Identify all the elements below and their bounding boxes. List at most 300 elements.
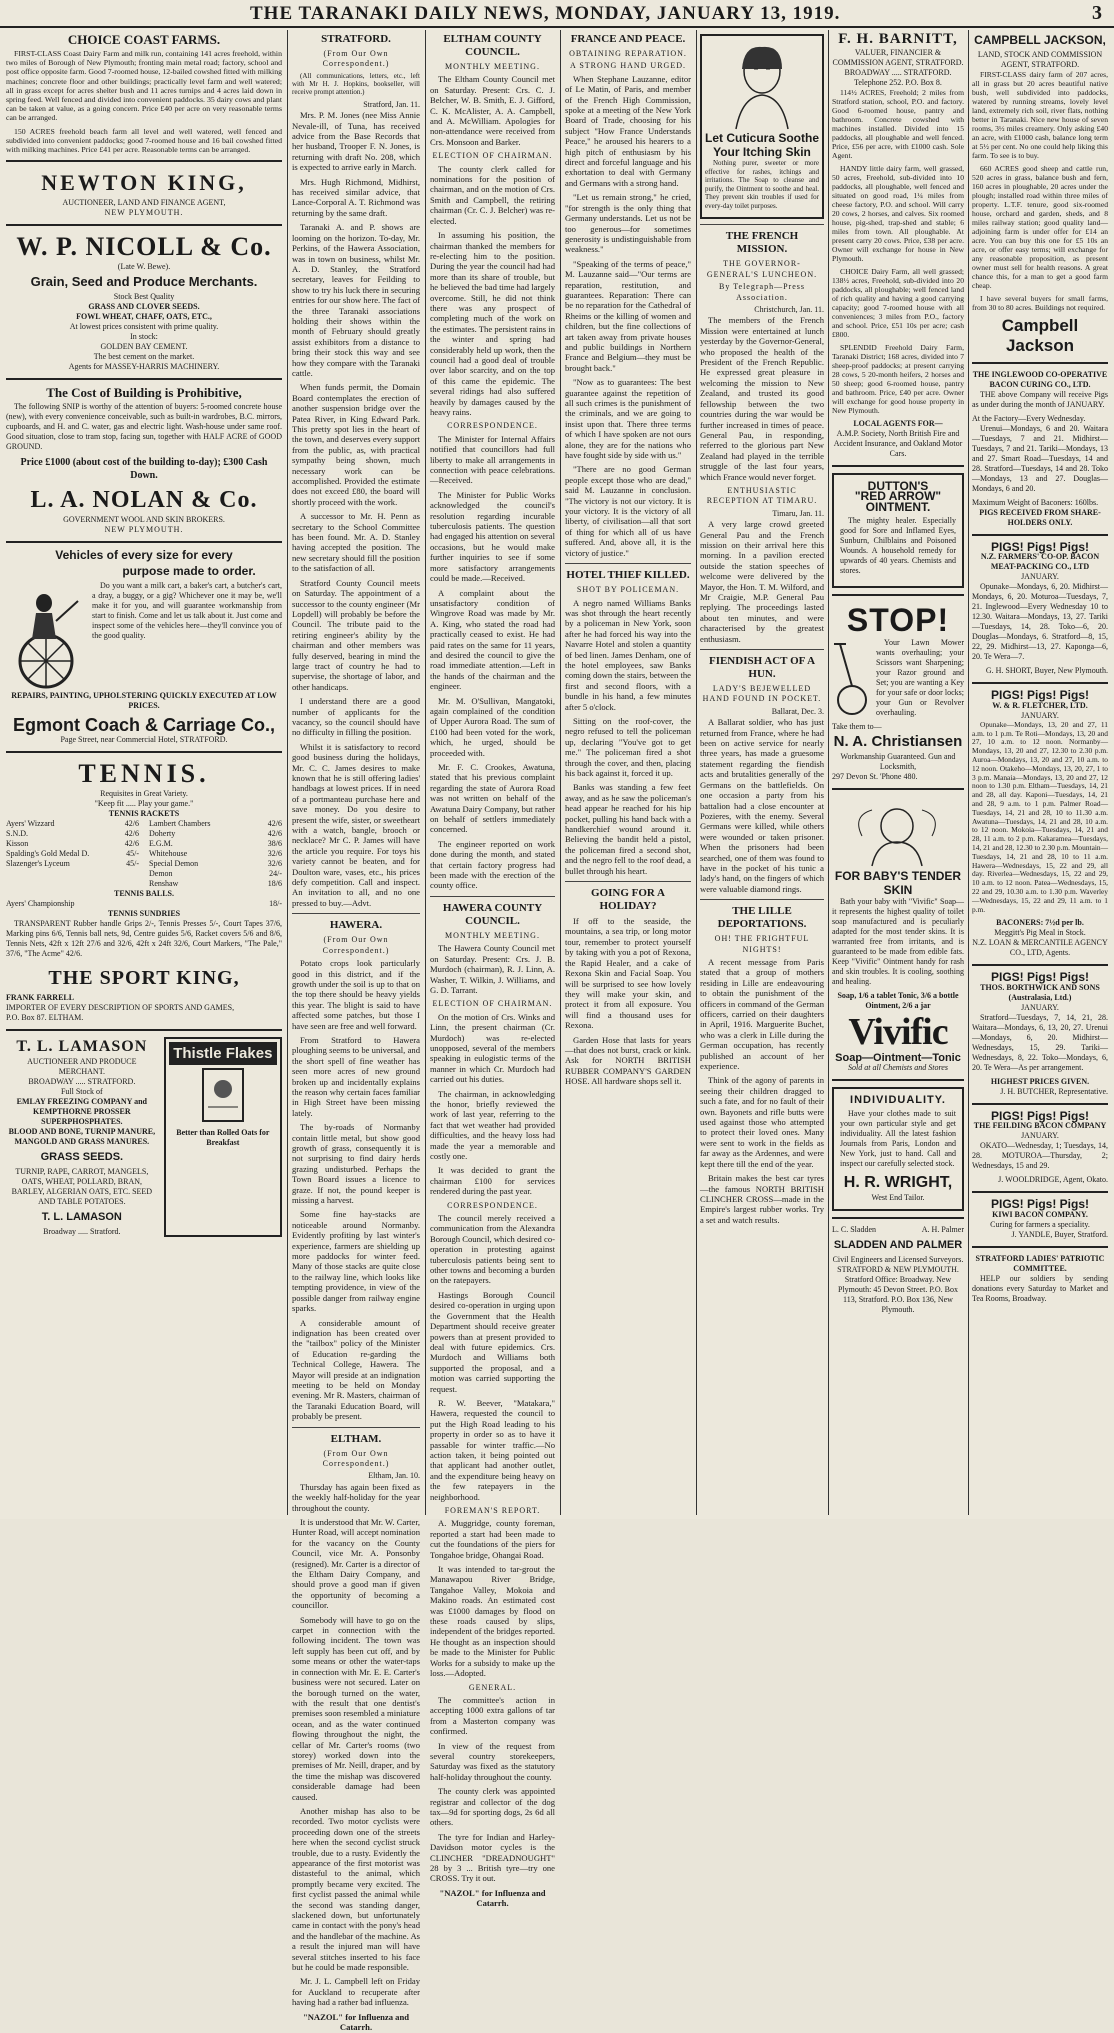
borthwick-month: JANUARY. — [1021, 1002, 1059, 1012]
stratford-date: Stratford, Jan. 11. — [363, 99, 420, 109]
cart-illustration-icon — [6, 581, 86, 691]
individuality-text: Have your clothes made to suit your own particular style and get individuality. All the latest fashion Journals from Paris, London and New York, just to hand. Call and inspect our carefully selected stock. — [840, 1109, 956, 1169]
dutton-sub: "RED ARROW" — [854, 489, 942, 504]
hawera-paragraph: Potato crops look particularly good in this district, and if the growth under the soil is up to that on the top there should be heavy yields this year. The blight is said to have affected some patches, but those I have seen are free and well forward. — [292, 958, 420, 1031]
peace-paragraph: "Now as to guarantees: The best guarantee against the repetition of all such crimes is the punishment of the criminals, and we are going to insist upon that. There three terms of which I have spoken are not ours alone, they are for the nations who have fought side by side with us." — [565, 377, 691, 461]
nazol-ad: "NAZOL" for Influenza and Catarrh. — [439, 1887, 546, 1909]
masthead — [0, 0, 1114, 28]
jackson-listing: FIRST-CLASS dairy farm of 207 acres, all in grass but 20 acres beautiful native bush, well subdivided into paddocks, watered by running streams, lovely level land, extremely rich soil, river flats, nothing better in Taranaki. Nice new house of seven rooms, 3½ miles creamery. Only asking £40 an acre, with £1000 cash, balance long term at 5½ per cent. No one could help liking this farm. To see is to buy. — [972, 70, 1108, 160]
farms-text-2: 150 ACRES freehold beach farm all level and well watered, well fenced and subdivided into convenient paddocks; good 7-roomed house and 16 bail cowshed fitted with milking machines. Price £41 per acre. Reasonable terms can be arranged. — [6, 126, 282, 155]
jackson-listing: 660 ACRES good sheep and cattle run, 520 acres in grass, balance bush and fern, 160 acres in ploughable, 20 acres under the plough; installed road within three miles of property. L.T.F. tenure, good six-roomed house, orchard and garden, sheds, and 8 miles railway station; good quality land—adjoining farm is under offer for £14 an acre. You can buy this one for £5 10s an acre, or offer easy terms; will exchange for any reasonable proposition, as present owner must sell for health reasons. A great chance this, for a man to get a good farm cheap. — [972, 164, 1108, 290]
hawera-paragraph: A considerable amount of indignation has been created over the "tailbox" policy of the Minister of Education re-garding the Technical College, Hawera. The Mayor will preside at an indignation meeting to be held on Monday evening. Mr R. Masters, chairman of the Taranaki Education Board, will probably be present. — [292, 1317, 420, 1422]
thistle-flakes-ad — [164, 1037, 282, 1237]
divider — [6, 1029, 282, 1031]
peace-paragraph: "Let us remain strong," he cried, "for strength is the only thing that Germany understands. Let us not be too generous—for sometimes generosity is undistinguishable from weakness." — [565, 192, 691, 255]
dutton-text: The mighty healer. Especially good for Sore and Inflamed Eyes, Sunburn, Chilblains and Poisoned Wounds. A household remedy for upwards of 40 years. Chemists and stores. — [840, 516, 956, 576]
tennis-ball-row — [6, 899, 282, 909]
eltham-council-heading: ELTHAM COUNTY COUNCIL. — [443, 33, 542, 58]
council-paragraph: Mr. M. O'Sullivan, Mangatoki, again complained of the condition of Upper Aurora Road. The sum of £100 had been voted for the work, which, he urged, should be proceeded with. — [430, 695, 555, 758]
stratford-paragraph: Mrs. P. M. Jones (nee Miss Annie Nevale-ill, of Tuna, has received advice from the Base Records that her husband, Trooper F. N. Jones, is returning with draft No. 208, which is expected to arrive early in March. — [292, 110, 420, 173]
column-ads-left — [6, 30, 282, 1515]
inglewood-schedule: Urenui—Mondays, 6 and 20. Waitara—Tuesdays, 7 and 21. Midhirst—Tuesdays, 7 and 21. Tariki—Mondays, 13 and 27. Smart Road—Tuesdays, 14 and 28. Stratford—Tuesdays, 14 and 28. Toko—Mondays, 13 and 27. Douglas—Mondays, 6 and 20. — [972, 424, 1108, 493]
timaru-heading: ENTHUSIASTIC RECEPTION AT TIMARU. — [706, 485, 818, 506]
nolan-sub: GOVERNMENT WOOL AND SKIN BROKERS. — [63, 515, 225, 525]
baby-illustration-icon — [832, 796, 962, 866]
tennis-racket-price: 42/6 — [124, 829, 139, 839]
nz-farmers-buyer: G. H. SHORT, Buyer, New Plymouth. — [985, 666, 1108, 676]
hcc-paragraph: In view of the request from several country storekeepers, Saturday was fixed as the statutory half-holiday throughout the county. — [430, 1740, 555, 1782]
sport-king-name: THE SPORT KING, — [48, 967, 240, 990]
divider — [700, 649, 824, 650]
lille-sub: OH! THE FRIGHTFUL NIGHTS! — [714, 934, 810, 954]
column-ads-far-right — [972, 30, 1108, 1515]
council-paragraph: A complaint about the unsatisfactory condition of Wingrove Road was made by Mr. A. King, who stated the road had practically ceased to exist. He had paid rates on the same for 11 years, and desired the council to give the road immediate attention.—Left in the hands of the chairman and the engineer. — [430, 587, 555, 692]
sladden-name: SLADDEN AND PALMER — [833, 1239, 963, 1252]
peace-paragraph: When Stephane Lauzanne, editor of Le Matin, of Paris, and member of the French High Commission, spoke at a meeting of the New York Board of Trade, choosing for his subject "How France Understands Peace," he aroused his hearers to a high pitch of enthusiasm by his direct and forceful language and his exhortation to deal with Germany and Germans with a strong hand. — [565, 73, 691, 188]
nicoll-lines: Stock Best Quality — [113, 292, 175, 302]
council-paragraph: Mr. F. C. Crookes, Awatuna, stated that his previous complaint regarding the state of Aurora Road was not written on behalf of the Awatuna Dairy Company, but rather on behalf of settlers immediately concerned. — [430, 762, 555, 835]
nicoll-best: The best cement on the market. — [93, 352, 195, 362]
divider — [700, 224, 824, 225]
stratford-paragraph: I understand there are a good number of applicants for the vacancy, so the council should have no difficulty in filling the position. — [292, 696, 420, 738]
mission-date: Christchurch, Jan. 11. — [754, 305, 824, 315]
tennis-rackets-list-right — [149, 819, 282, 889]
nicoll-cement: GOLDEN BAY CEMENT. — [100, 342, 188, 352]
tennis-racket-price: 42/6 — [124, 819, 139, 829]
tennis-racket-price: 42/6 — [267, 829, 282, 839]
lamason-foot-2: Broadway ..... Stratford. — [43, 1227, 121, 1237]
council-paragraph: The Minister for Public Works acknowledged the council's resolution regarding incurable tuberculosis patients. The question had engaged his attention on several occasions, but he would make further inquiries to see if some more satisfactory arrangements could be made.—Received. — [430, 489, 555, 584]
stratford-paragraph: Taranaki A. and P. shows are looming on the horizon. To-day, Mr. Perkins, of the Hawera Association, was in town on business, whilst Mr. A. D. Stanley, the Stratford secretary, leaves for Feilding to show to try his luck there in securing entries for our show here. The fact of the three Taranaki associations holding their shows within the month of February should greatly assist exhibitors from a distance to bring their stock this way and see how they compare with the Taranaki cattle. — [292, 222, 420, 378]
hcc-paragraph: On the motion of Crs. Winks and Linn, the present chairman (Cr. Murdoch) was re-elected unopposed, several of the members speaking in eulogistic terms of the manner in which Cr. Murdoch had carried out his duties. — [430, 1011, 555, 1085]
vivific-name: Vivific — [848, 1010, 948, 1053]
nz-farmers-schedule: Opunake—Mondays, 6, 20. Midhirst—Mondays, 6, 20. Moturoa—Tuesdays, 7, 21. Inglewood—Every Wednesday 10 to 12.30. Waitara—Mondays, 13, 27. Tariki—Tuesdays, 14, 28. Toko—6, 20. Douglas—Mondays, 6. Stratford—8, 15, 22, 29. Midhirst—13, 27. Kaponga—6, 20. Te Wera—7. — [972, 582, 1108, 662]
mission-by: By Telegraph—Press Association. — [719, 282, 805, 302]
stop-text: Your Lawn Mower wants overhauling; your Scissors want Sharpening; your Razor ground and Set; you are wanting a Key for your safe or door locks; your Gun or Revolver overhauling. — [876, 638, 964, 718]
vehicles-heading-2: purpose made to order. — [122, 564, 256, 579]
tennis-racket-name: Spalding's Gold Medal D. — [6, 849, 90, 859]
nicoll-ad — [6, 232, 282, 372]
pigs-banner: PIGS! Pigs! Pigs! — [990, 970, 1089, 985]
baby-heading: FOR BABY'S TENDER SKIN — [834, 868, 962, 897]
christiansen-sub: Workmanship Guaranteed. Gun and Locksmith, — [840, 752, 956, 772]
tennis-balls-heading: TENNIS BALLS. — [113, 889, 175, 899]
tennis-racket-name: Doherty — [149, 829, 176, 839]
tennis-racket-name: E.G.M. — [149, 839, 173, 849]
tennis-keep: "Keep fit ..... Play your game." — [94, 799, 194, 809]
inglewood-max: Maximum Weight of Baconers: 160lbs. — [972, 498, 1099, 507]
nicoll-stock: In stock: — [130, 332, 158, 342]
dutton-sub-2: OINTMENT. — [865, 499, 931, 514]
column-ads-right — [832, 30, 964, 1515]
nicoll-agents: Agents for MASSEY-HARRIS MACHINERY. — [68, 362, 220, 372]
lamason-seeds-text: TURNIP, RAPE, CARROT, MANGELS, OATS, WHEAT, POLLARD, BRAN, BARLEY, ALGERIAN OATS, ETC. SEED AND TABLE POTATOES. — [11, 1167, 153, 1207]
vehicles-heading: Vehicles of every size for every — [55, 548, 233, 563]
divider — [700, 899, 824, 900]
hawera-council-heading: HAWERA COUNTY COUNCIL. — [442, 901, 543, 927]
hawera-sub: (From Our Own Correspondent.) — [322, 935, 390, 955]
column-rule — [696, 30, 697, 1515]
vehicles-ad — [6, 549, 282, 745]
council-election: ELECTION OF CHAIRMAN. — [432, 151, 553, 161]
nicoll-late: (Late W. Bewe). — [117, 262, 171, 272]
lamason-seeds: GRASS SEEDS. — [40, 1151, 124, 1164]
tennis-rackets-heading: TENNIS RACKETS — [108, 809, 180, 819]
tennis-racket-name: Demon — [149, 869, 173, 879]
tennis-racket-price: 38/6 — [267, 839, 282, 849]
tennis-racket-price: 45/- — [126, 849, 139, 859]
egmont-addr: Page Street, near Commercial Hotel, STRATFORD. — [60, 735, 228, 745]
fiend-heading: FIENDISH ACT OF A HUN. — [708, 655, 816, 681]
tennis-racket-price: 24/- — [269, 869, 282, 879]
nolan-name: L. A. NOLAN & Co. — [30, 487, 258, 514]
barnitt-phone: Telephone 252. P.O. Box 8. — [854, 78, 942, 87]
barnitt-listing: CHOICE Dairy Farm, all well grassed; 138½ acres, Freehold, sub-divided into 20 paddocks, all ploughable; well fenced land of rich quality and having a good carrying capacity; good 7-roomed house with all conveniences; 3 miles from P.O., factory and school. Price, £51 10s per acre; cash £800. — [832, 267, 964, 339]
column-rule — [560, 30, 561, 1515]
borthwick-prices: HIGHEST PRICES GIVEN. — [990, 1076, 1090, 1086]
barnitt-agents-2: A.M.P. Society, North British Fire and Accident Insurance, and Oakland Motor Cars. — [833, 429, 963, 458]
pigs-banner: PIGS! Pigs! Pigs! — [990, 688, 1089, 703]
tennis-racket-row — [6, 849, 139, 859]
fiend-paragraph: A Ballarat soldier, who has just returned from France, where he had been on active service for nearly three years, has made a gruesome statement regarding the fiendish acts and brutalities generally of the Germans on the battlefields. On one occasion a party from his battalion had a close encounter at Pozieres, with the enemy. Several Germans were killed, while others were wounded or taken prisoner. When the prisoners had been searched, one of them was found to have in the pocket of his tunic a lady's hand, on the fingers of which were valuable diamond rings. — [700, 717, 824, 894]
tennis-racket-price: 45/- — [126, 859, 139, 869]
vivific-ad — [832, 796, 964, 1073]
building-text: The following SNIP is worthy of the attention of buyers: 5-roomed concrete house (new), with every convenience conceivable, such as built-in wardrobes, B.C. mirrors, cupboards, and H. and C. water, gas and electric light. Wash-house under same roof. Good situation, close to tram stop, facing sun, together with HALF ACRE of GOOD GROUND. — [6, 402, 282, 452]
lille-heading: THE LILLE DEPORTATIONS. — [717, 905, 807, 931]
stratford-paragraph: When funds permit, the Domain Board contemplates the erection of another suspension bridge over the Patea River, in King Edward Park. This pretty spot lies in the heart of the town, and deserves every support from the public, as, with practical sympathy being shown, much necessary work can be accomplished. Provided the estimate does not exceed £80, the board will shortly proceed with the work. — [292, 382, 420, 507]
cereal-box-icon — [188, 1065, 258, 1125]
tennis-racket-row — [149, 879, 282, 889]
barnitt-ad — [832, 30, 964, 88]
christiansen-addr: 297 Devon St. 'Phone 480. — [832, 772, 918, 782]
tennis-racket-row — [149, 849, 282, 859]
advertorial: Whilst it is satisfactory to record good business during the holidays, Mr. C. C. James desires to make known that he is still offering ladies' handbags at lowest prices. If in need of a portmanteau purchase here and save money. Do you desire to present the wife, sister, or sweetheart with a watch, bangle, brooch or necklace? Mr C. P. James will have the article you require. For toys his variety cannot be beaten, and for Doulton ware, vases, etc., his prices defy competition. Call and inspect. An invitation to all, and no one pressed to buy.—Advt. — [292, 741, 420, 908]
tennis-sundries-heading: TENNIS SUNDRIES — [107, 909, 181, 919]
divider — [972, 1103, 1108, 1105]
stratford-note: (All communications, letters, etc., left with Mr H. J. Hopkins, bookseller, will receive prompt attention.) — [292, 71, 420, 96]
jackson-sub: LAND, STOCK AND COMMISSION AGENT, STRATFORD. — [977, 50, 1103, 69]
sladden-right: A. H. Palmer — [921, 1225, 964, 1235]
newton-king-sub: AUCTIONEER, LAND AND FINANCE AGENT, — [62, 198, 226, 208]
lamason-name: T. L. LAMASON — [16, 1038, 148, 1056]
eltham-paragraph: Thursday has again been fixed as the weekly half-holiday for the year throughout the county. — [292, 1481, 420, 1513]
fletcher-month: JANUARY. — [1021, 710, 1059, 720]
lamason-fert: EMLAY FREEZING COMPANY and KEMPTHORNE PROSSER SUPERPHOSPHATES. — [16, 1097, 147, 1127]
council-paragraph: The Eltham County Council met on Saturday. Present: Crs. C. J. Belcher, W. B. Smith, E. J. Gifford, C. K. McAlister, A. A. Campbell, and A. McWilliam. Apologies for non-attendance were received from Crs. Monsoon and Barker. — [430, 74, 555, 147]
fiend-date: Ballarat, Dec. 3. — [771, 706, 824, 716]
council-paragraph: In assuming his position, the chairman thanked the members for re-electing him to the position. During the year the council had had more than its share of trouble, but he believed the bad time had largely overcome. Still, he did not think there was any prospect of completing much of the work on the estimates. The persistent rains in the winter and spring had considerably held up work, then the council had a good deal of trouble over labor scarcity, and on the top of this came the epidemic. The several ridings had also suffered heavily by damages caused by the heavy rains. — [430, 230, 555, 417]
tennis-racket-name: Renshaw — [149, 879, 179, 889]
ladies-heading: STRATFORD LADIES' PATRIOTIC COMMITTEE. — [975, 1253, 1105, 1273]
hcc-paragraph: It was intended to tar-grout the Manawapou River Bridge, Tangahoe Valley, Mokoia and Makino roads. An estimated cost was £1000 damages by flood on these roads caused by slips, independent of the bridges reported. He thought as an inspection should be made to the Minister for Public Works for a subsidy to make up the loss.—Adopted. — [430, 1564, 555, 1679]
peace-sub: OBTAINING REPARATION. — [569, 49, 687, 58]
divider — [6, 160, 282, 162]
farms-heading: CHOICE COAST FARMS. — [67, 32, 221, 47]
divider — [832, 594, 964, 596]
thistle-flakes-tag: Better than Rolled Oats for Breakfast — [176, 1127, 270, 1147]
tennis-racket-name: Lambert Chambers — [149, 819, 211, 829]
divider — [972, 964, 1108, 966]
council-paragraph: The county clerk called for nominations for the position of chairman, and on the motion of Crs. Smith and Campbell, the retiring chairman (Cr. C. J. Belcher) was re-elected. — [430, 163, 555, 226]
eltham-council-sub: MONTHLY MEETING. — [445, 62, 540, 71]
hawera-heading: HAWERA. — [329, 919, 383, 932]
hcc-election: ELECTION OF CHAIRMAN. — [432, 999, 553, 1009]
holiday-paragraph: If off to the seaside, the mountains, a sea trip, or long motor tour, remember to protect yourself by taking with you a pot of Rexona, the Rapid Healer, and a cake of Rexona Skin and Facial Soap. You will be surprised to see how lovely they will make your skin, and protect it from all exposure. You will find a thousand uses for Rexona. — [565, 916, 691, 1031]
inglewood-text: THE above Company will receive Pigs as under during the month of JANUARY. — [972, 390, 1108, 409]
column-news-5 — [700, 30, 824, 1515]
tennis-sundries-text: TRANSPARENT Rubber handle Grips 2/-, Tennis Presses 5/-, Court Tapes 37/6, Marking pins 6/6, Tennis ball nets, 9d, Centre guides 5/6, Racket covers 5/6 and 8/6, Tennis Nets, 42ft x 12ft 27/6 and 32/6, 42ft x 24ft 32/6, Court Markers, "The Pale," 37/6, "The Acme" 42/6. — [6, 919, 282, 959]
feilding-month: JANUARY. — [1021, 1131, 1059, 1141]
lamason-place: BROADWAY ..... STRATFORD. — [28, 1077, 136, 1087]
stratford-sub: (From Our Own Correspondent.) — [322, 49, 390, 69]
tennis-sub: Requisites in Great Variety. — [100, 789, 188, 799]
individuality-ad — [832, 1087, 964, 1211]
stratford-paragraph: Stratford County Council meets on Saturday. The appointment of a successor to the county engineer (Mr Lopdell) will probably be before the Council. The tribute paid to the retiring engineer's ability by the chairman and other members was fully deserved, bearing in mind the large tract of country he had to supervise, the shortage of labor, and other handicaps. — [292, 577, 420, 692]
lamason-sub: AUCTIONEER AND PRODUCE MERCHANT. — [27, 1057, 137, 1077]
divider — [6, 541, 282, 543]
hcc-paragraph: The Hawera County Council met on Saturday. Present: Crs. J. B. Murdoch (chairman), R. J. Linn, A. Washer, T. Wilkin, J. Williams, and G. D. Tarrant. — [430, 943, 555, 995]
ladies-text: HELP our soldiers by sending donations every Saturday to Market and Tea Rooms, Broadway. — [972, 1273, 1108, 1303]
tennis-ad — [6, 759, 282, 1023]
hawera-paragraph: From Stratford to Hawera ploughing seems to be universal, and the short spell of fine weather has seen more acres of new ground broken up and incidentally explains the reason why certain faces familiar in High Street have been missing lately. — [292, 1034, 420, 1118]
nazol-ad: "NAZOL" for Influenza and Catarrh. — [302, 2011, 410, 2033]
pigs-banner: PIGS! Pigs! Pigs! — [990, 1197, 1089, 1212]
feilding-schedule: OKATO—Wednesday, 1; Tuesdays, 14, 28. MOTUROA—Thursday, 2; Wednesdays, 15 and 29. — [972, 1141, 1108, 1171]
farms-text: FIRST-CLASS Coast Dairy Farm and milk run, containing 141 acres freehold, within two miles of Borough of New Plymouth; fronting main metal road; factory, school and post office opposite farm. Good 7-roomed house, 12-bailed cowshed fitted with milking machines; concrete floor and other buildings; practically level farm and well watered; all in grass except for acres shelter bush and 11 acres turnips and 4 acres laid down in spring feed. Well fenced and divided into convenient paddocks. 35 dairy cows and plant can be taken at value, as a going concern. Price £40 per acre on very reasonable terms can be arranged. — [6, 49, 282, 123]
cuticura-ad — [700, 34, 824, 219]
nolan-place: NEW PLYMOUTH. — [104, 525, 184, 535]
stop-heading: STOP! — [846, 602, 950, 639]
lille-paragraph: Britain makes the best car tyres—the famous NORTH BRITISH CLINCHER CROSS—made in the Empire's largest rubber works. Try a set and watch results. — [700, 1173, 824, 1225]
tennis-racket-row — [6, 839, 139, 849]
mission-paragraph: The members of the French Mission were entertained at lunch yesterday by the Governor-General, who proposed the health of the President of the French Republic. He expressed great pleasure in welcoming the mission to New Zealand, and trusted its good fellowship between the two countries during the war would be further increased in times of peace. General Pau, in responding, referred to the glorious part New Zealand had played in the terrible struggle of the last four years, which France would never forget. — [700, 315, 824, 482]
tennis-racket-price: 18/6 — [267, 879, 282, 889]
thistle-flakes-name: Thistle Flakes — [169, 1042, 277, 1065]
stratford-heading: STRATFORD. — [321, 33, 391, 45]
vivific-sold: Sold at all Chemists and Stores — [848, 1063, 948, 1073]
divider — [6, 224, 282, 226]
jackson-ad — [972, 30, 1108, 70]
dutton-heading: DUTTON'S — [867, 479, 929, 493]
hawera-paragraph: Some fine hay-stacks are noticeable around Normanby. Evidently profiting by last winter's experience, farmers are shielding up more paddocks for winter feed. Many of those stacks are quite close to the railway line, which looks like tempting providence, in view of the possible danger from railway engine sparks. — [292, 1209, 420, 1314]
tennis-racket-price: 42/6 — [267, 819, 282, 829]
wright-sub: West End Tailor. — [871, 1193, 925, 1203]
barnitt-agents: LOCAL AGENTS FOR— — [853, 419, 943, 428]
fletcher-schedule: Opunake—Mondays, 13, 20 and 27, 11 a.m. to 1 p.m. Te Roti—Mondays, 13, 20 and 27, 10 a.m. to 12 noon. Normanby—Mondays, 13, 20 and 27, 12.30 to 2.30 p.m. Auroa—Mondays, 13, 20 and 27, 10 a.m. to 12 noon. Otakeho—Mondays, 13, 20, 27, 1 to 3 p.m. Manaia—Mondays, 13, 20 and 27, 12 noon to 1.30 p.m. Eltham—Tuesdays, 14, 21 and 28, all day. Kaponi—Tuesdays, 14, 21 and 28, 9 a.m. to 1 p.m. Palmer Road—Tuesdays, 14, 21 and 28, 10 to 11.30 a.m. Awatuna—Tuesdays, 14, 21 and 28, 10 a.m. to 12 noon. Mokoia—Tuesdays, 14, 21 and 28, 11 a.m. to 2 p.m. Kakaramea—Tuesdays, 14, 21 and 28, 12.30 to 2.30 p.m. Mountain—Tuesdays, 14, 21 and 28, 10 to 11 a.m. Hawera—Wednesdays, 15, 22 and 29, all day. Riverlea—Wednesdays, 15, 22 and 29, 10 a.m. to 12 noon. Patea—Wednesdays, 15, 22 and 29, 10.30 a.m. to 1.30 p.m. Waverley—Wednesdays, 15, 22 and 29, 11 a.m. to 1 p.m. — [972, 719, 1108, 914]
column-rule — [287, 30, 288, 1515]
pigs-banner: PIGS! Pigs! Pigs! — [990, 1108, 1089, 1123]
stop-take: Take them to— — [832, 722, 882, 732]
inglewood-at: At the Factory—Every Wednesday. — [972, 414, 1086, 423]
peace-heading: FRANCE AND PEACE. — [570, 33, 686, 45]
tennis-racket-name: Ayers' Wizzard — [6, 819, 55, 829]
tennis-racket-name: Whitehouse — [149, 849, 188, 859]
sladden-sub: Civil Engineers and Licensed Surveyors. — [832, 1255, 964, 1265]
divider — [832, 1079, 964, 1081]
hcc-paragraph: The council merely received a communication from the Alexandra Borough Council, which desired co-operation in protesting against tuberculosis patients being sent to other towns and becoming a burden on the ratepayers. — [430, 1213, 555, 1286]
inglewood-pigs: PIGS RECEIVED FROM SHARE-HOLDERS ONLY. — [979, 508, 1101, 527]
column-rule — [968, 30, 969, 1515]
dutton-ad — [832, 473, 964, 588]
thief-sub: SHOT BY POLICEMAN. — [576, 585, 680, 595]
baconers-price: BACONERS: 7½d per lb. — [996, 918, 1084, 928]
newton-king-ad — [6, 168, 282, 218]
tennis-racket-row — [149, 869, 282, 879]
sladden-addr: STRATFORD & NEW PLYMOUTH. Stratford Office: Broadway. New Plymouth: 45 Devon Street. P.O. Box 113, Stratford. P.O. Box 136, New Plymouth. — [837, 1265, 959, 1315]
building-price: Price £1000 (about cost of the building to-day); £300 Cash Down. — [20, 457, 268, 482]
holiday-heading: GOING FOR A HOLIDAY? — [591, 887, 665, 913]
tennis-racket-price: 32/6 — [267, 859, 282, 869]
hcc-paragraph: The chairman, in acknowledging the honor, briefly reviewed the work of last year, referring to the fact that wet weather had provided difficulties, and the heavy loss had made the year a memorable and costly one. — [430, 1088, 555, 1161]
tennis-ball-name: Ayers' Championship — [6, 899, 75, 909]
lille-paragraph: Think of the agony of parents in seeing their children dragged to such a fate, and for no fault of their own. Bayonets and rifle butts were used against those who attempted to protect their loved ones. Many were sent to work in the fields as far away as the Ardennes, and were kept there till the end of the year. — [700, 1075, 824, 1169]
tennis-racket-name: Slazenger's Lyceum — [6, 859, 70, 869]
fletcher-heading: W. & R. FLETCHER, LTD. — [992, 700, 1088, 710]
general-heading: GENERAL. — [468, 1682, 517, 1692]
timaru-date: Timaru, Jan. 11. — [772, 508, 824, 518]
borthwick-schedule: Stratford—Tuesdays, 7, 14, 21, 28. Waitara—Mondays, 6, 13, 20, 27. Urenui—Mondays, 6, 20. Midhirst—Wednesdays, 15, 29. Tariki—Wednesdays, 8, 22. Toko—Mondays, 6, 20. Te Wera—As per arrangement. — [972, 1012, 1108, 1072]
eltham-date: Eltham, Jan. 10. — [368, 1471, 420, 1481]
pigs-banner: PIGS! Pigs! Pigs! — [990, 540, 1089, 554]
tennis-racket-price: 32/6 — [267, 849, 282, 859]
tennis-rackets-list-left — [6, 819, 139, 889]
tennis-racket-name: Special Demon — [149, 859, 199, 869]
divider — [292, 1427, 420, 1428]
mission-heading: THE FRENCH MISSION. — [725, 230, 799, 256]
individuality-heading: INDIVIDUALITY. — [850, 1094, 946, 1107]
divider — [972, 534, 1108, 536]
thief-paragraph: Sitting on the roof-cover, the negro refused to tell the policeman up, declaring "You've got to get me." The policeman fired a shot through the cover, and then, placing his back against it, forced it up. — [565, 715, 691, 778]
fiend-sub: LADY'S BEJEWELLED HAND FOUND IN POCKET. — [702, 684, 822, 704]
mission-sub: THE GOVERNOR-GENERAL'S LUNCHEON. — [706, 259, 818, 279]
sport-king-owner: FRANK FARRELL — [6, 993, 75, 1003]
hcc-paragraph: It was decided to grant the chairman £100 for services rendered during the past year. — [430, 1165, 555, 1197]
lamason-stock: Full Stock of — [60, 1087, 103, 1097]
eltham-sub: (From Our Own Correspondent.) — [322, 1448, 390, 1468]
tennis-racket-row — [149, 819, 282, 829]
page-number: 3 — [1092, 2, 1102, 24]
hcc-paragraph: R. W. Beever, "Matakara," Hawera, requested the council to put the High Road leading to his property in order so as to have it passable for winter traffic.—No action taken, it being pointed out that applicant had another outlet, and the expenditure being heavy on the few ratepayers in the neighborhood. — [430, 1397, 555, 1502]
vivific-sub: Soap—Ointment—Tonic — [835, 1051, 961, 1064]
barnitt-addr: BROADWAY ..... STRATFORD. — [844, 68, 952, 77]
divider — [832, 1217, 964, 1219]
nicoll-name: W. P. NICOLL & Co. — [16, 232, 272, 262]
barnitt-sub: VALUER, FINANCIER & COMMISSION AGENT, STRATFORD. — [832, 48, 964, 67]
barnitt-name: F. H. BARNITT, — [838, 31, 958, 47]
hcc-paragraph: Hastings Borough Council desired co-operation in urging upon the Government that the Health Department should receive greater powers than at present provided to deal with future epidemics. Crs. Murdoch and Williams both supported the proposal, and a motion was carried supporting the request. — [430, 1289, 555, 1394]
feilding-buyer: J. WOOLDRIDGE, Agent, Okato. — [998, 1175, 1108, 1185]
column-rule — [425, 30, 426, 1515]
timaru-paragraph: A very large crowd greeted General Pau and the French mission on their arrival here this morning. In a pavilion erected outside the station speeches of welcome were delivered by the Mayor, the Hon. T. M. Wilford, and Mr Craigie, M.P. General Pau replying. The proceedings lasted about ten minutes, and were characterised by the greatest enthusiasm. — [700, 519, 824, 644]
borthwick-buyer: J. H. BUTCHER, Representative. — [1000, 1086, 1108, 1096]
column-rule — [828, 30, 829, 1515]
lille-paragraph: A recent message from Paris stated that a group of mothers residing in Lille are endeavouring to obtain the punishment of the officers in command of the German officers, carried on their daughters in April, 1916. Marguerite Buchet, who was a clerk in Lille during the German occupation, has recently published an account of her experience. — [700, 956, 824, 1072]
barnitt-listing: HANDY little dairy farm, well grassed, 50 acres, Freehold, sub-divided into 10 paddocks, all ploughable, well fenced and situated on good road, 1¼ miles from cheese factory, P.O. and school. Will carry 20 cows, 2 horses, and calves. Six roomed house, pig-shed, trap-shed and stable; 6 miles from town. All ploughable. At present carry 20 cows. Price, £38 per acre. Owner will exchange for house in New Plymouth. — [832, 164, 964, 263]
sladden-ad — [832, 1225, 964, 1315]
council-paragraph: The engineer reported on work done during the month, and stated that certain factory progress had been made with the erection of the county office. — [430, 838, 555, 891]
column-news-3 — [430, 30, 555, 1909]
motor-tyre-ad: The tyre for Indian and Harley-Davidson motor cycles is the CLINCHER "DREADNOUGHT" 28 by 3 ... British tyre—try one CROSS. Try it out. — [430, 1831, 555, 1884]
tennis-racket-row — [149, 839, 282, 849]
nicoll-prices: At lowest prices consistent with prime quality. — [69, 322, 219, 332]
tennis-racket-row — [149, 859, 282, 869]
eltham-paragraph: Mr. J. L. Campbell left on Friday for Auckland to recuperate after having had a rather bad influenza. — [292, 1976, 420, 2008]
tennis-ball-price: 18/- — [269, 899, 282, 909]
eltham-paragraph: Another mishap has also to be recorded. Two motor cyclists were proceeding down one of the streets here when the second cyclist struck trouble, due to a rusty. Evidently the appearance of the first motorist was distasteful to the animal, which promptly became very excited. The first cyclist passed the animal while the second was standing danger, slackened down, but unfortunately came in contact with the pony's head and the handlebar of the machine. As a result the injured man will have several stitches inserted to his face but he could be made responsible. — [292, 1805, 420, 1973]
divider — [565, 881, 691, 882]
lawn-mower-icon — [832, 638, 872, 718]
peace-paragraph: "Speaking of the terms of peace," M. Lauzanne said—"Our terms are reparation, restitution, and guarantees. Reparation: There can be no reparation for the Cathedral of Rheims or the killing of women and children, but the fine collections of art taken away from private houses and public buildings in Northern France and Belgium—they must be brought back." — [565, 258, 691, 373]
vehicles-text: Do you want a milk cart, a baker's cart, a butcher's cart, a dray, a buggy, or a gig? Whichever one it may be, we'll make it for you, and will guarantee workmanship from start to finish. Come and let us talk about it. Just come and inspect some of the vehicles here—they'll convince you of the good quality. — [92, 581, 282, 641]
cuticura-text: Nothing purer, sweeter or more effective for rashes, itchings and irritations. The Soap to cleanse and purify, the Ointment to soothe and heal. They prevent skin troubles if used for every-day toilet purposes. — [705, 159, 819, 210]
hawera-council-sub: MONTHLY MEETING. — [445, 930, 540, 940]
stratford-paragraph: A successor to Mr. H. Penn as secretary to the School Committee has been found. Mr. A. D. Stanley having accepted the position. The new secretary should fill the position to the satisfaction of all. — [292, 511, 420, 574]
borthwick-heading: THOS. BORTHWICK AND SONS (Australasia, Ltd.) — [980, 982, 1100, 1002]
divider — [565, 563, 691, 564]
hcc-paragraph: The committee's action in accepting 1000 extra gallons of tar from a Masterton company was confirmed. — [430, 1694, 555, 1737]
divider — [972, 362, 1108, 364]
nicoll-grass: GRASS AND CLOVER SEEDS. — [88, 302, 200, 312]
eltham-paragraph: It is understood that Mr. W. Carter, Hunter Road, will accept nomination for the vacancy on the County Council, vice Mr. A. Ponsonby (resigned). Mr. Carter is a director of the Eltham Dairy Company, and should prove a good man if given the opportunity of becoming a councillor. — [292, 1517, 420, 1611]
divider — [972, 1191, 1108, 1193]
tennis-racket-row — [6, 859, 139, 869]
tennis-racket-row — [6, 829, 139, 839]
thief-paragraph: Banks was standing a few feet away, and as he saw the policeman's head appear he reached for his hip pocket, pulling his hand back with a handkerchief wound around it. Believing the bandit held a pistol, the policeman fired a second shot, and the negro fell to the roof dead, a bullet through his heart. — [565, 782, 691, 876]
divider — [972, 682, 1108, 684]
kiwi-buyer: J. YANDLE, Buyer, Stratford. — [1011, 1229, 1108, 1239]
sport-king-line: IMPORTER OF EVERY DESCRIPTION OF SPORTS AND GAMES, — [6, 1003, 235, 1013]
wright-name: H. R. WRIGHT, — [843, 1174, 953, 1192]
divider — [972, 1246, 1108, 1248]
hawera-paragraph: The by-roads of Normanby contain little metal, but show good growth of grass, consequently it is not surprising to find dairy herds grazing undisturbed. Perhaps the Town Board issues a licence to graze. If not, the pound keeper is missing a harvest. — [292, 1122, 420, 1206]
meggitt-agents: N.Z. LOAN & MERCANTILE AGENCY CO., LTD, Agents. — [972, 938, 1108, 958]
sport-king-place: P.O. Box 87. ELTHAM. — [6, 1013, 84, 1023]
building-heading: The Cost of Building is Prohibitive, — [46, 385, 242, 401]
thief-paragraph: A negro named Williams Banks was shot through the heart recently by a policeman in New York, soon after he had forced his way into the Navarre Hotel and stolen a quantity of bed linen. James Denham, one of the hotel employees, saw Banks coming down the stairs, between the first and second floors, with a bundle in his hand, a few minutes after 5 o'clock. — [565, 597, 691, 712]
jackson-listing: I have several buyers for small farms, from 30 to 80 acres. Buildings not required. — [972, 294, 1108, 312]
hcc-paragraph: The county clerk was appointed registrar and collector of the dog tax—9d for sporting dogs, 2s 6d all others. — [430, 1786, 555, 1828]
eltham-paragraph: Somebody will have to go on the carpet in connection with the following incident. The town was left supply has been cut off, and by some means or other the water-taps in connection with Mr. E. E. Carter's business were not secured. Later on the borough turned on the water, with the result that one dentist's premises soon resembled a miniature ocean, and as the water continued flowing throughout the night, the cellar of Mr. Carter's rooms (two storey) worked down into the premises of Mr. Neill, draper, and by the time the mishap was discovered considerable damage had been caused. — [292, 1614, 420, 1802]
lamason-blood: BLOOD AND BONE, TURNIP MANURE, MANGOLD AND GRASS MANURES. — [8, 1127, 156, 1147]
masthead-title: THE TARANAKI DAILY NEWS, MONDAY, JANUARY 13, 1919. — [250, 3, 841, 24]
divider — [430, 896, 555, 897]
thief-heading: HOTEL THIEF KILLED. — [566, 569, 690, 582]
hcc-paragraph: A. Muggridge, county foreman, reported a start had been made to cut the foundations of the piers for Tongahoe bridge, Ohangai Road. — [430, 1518, 555, 1560]
divider — [832, 465, 964, 467]
divider — [6, 378, 282, 380]
newton-king-place: NEW PLYMOUTH. — [104, 208, 184, 218]
nz-farmers-month: JANUARY. — [1021, 572, 1059, 582]
divider — [292, 913, 420, 914]
column-news-2 — [292, 30, 420, 2033]
baby-text: Bath your baby with "Vivific" Soap—it represents the highest quality of toilet soap manufactured and is peculiarly adapted for the most tender skins. It is warranted free from irritants, and is guaranteed to be made from edible fats. Keep "Vivific" Ointment handy for rash and skin troubles. It is cooling, soothing and healing. — [832, 896, 964, 986]
tennis-racket-name: S.N.D. — [6, 829, 29, 839]
kiwi-heading: KIWI BACON COMPANY. — [992, 1209, 1088, 1219]
council-paragraph: The Minister for Internal Affairs notified that councillors had full liberty to make all arrangements in connection with peace celebrations.—Received. — [430, 433, 555, 486]
woman-portrait-icon — [712, 39, 812, 129]
tennis-racket-row — [149, 829, 282, 839]
peace-sub-2: A STRONG HAND URGED. — [569, 61, 686, 71]
tennis-racket-name: Kisson — [6, 839, 29, 849]
barnitt-listing: 114½ ACRES, Freehold; 2 miles from Stratford station, school, P.O. and factory. Good 6-roomed house, pantry and bathroom. Concrete cowshed with machines installed. Divided into 15 paddocks, all ploughable and well fenced. Price, £56 per acre, with £1000 cash. Sole Agent. — [832, 88, 964, 160]
stop-ad — [832, 602, 964, 782]
nz-farmers-heading: N.Z. FARMERS' CO-OP. BACON MEAT-PACKING CO., LTD — [980, 552, 1100, 572]
foreman-report: FOREMAN'S REPORT. — [444, 1506, 541, 1515]
tennis-heading: TENNIS. — [78, 759, 210, 789]
council-correspondence: CORRESPONDENCE. — [447, 421, 538, 431]
cuticura-heading: Let Cuticura Soothe Your Itching Skin — [705, 131, 820, 160]
jackson-big-name: Campbell Jackson — [1001, 316, 1079, 355]
